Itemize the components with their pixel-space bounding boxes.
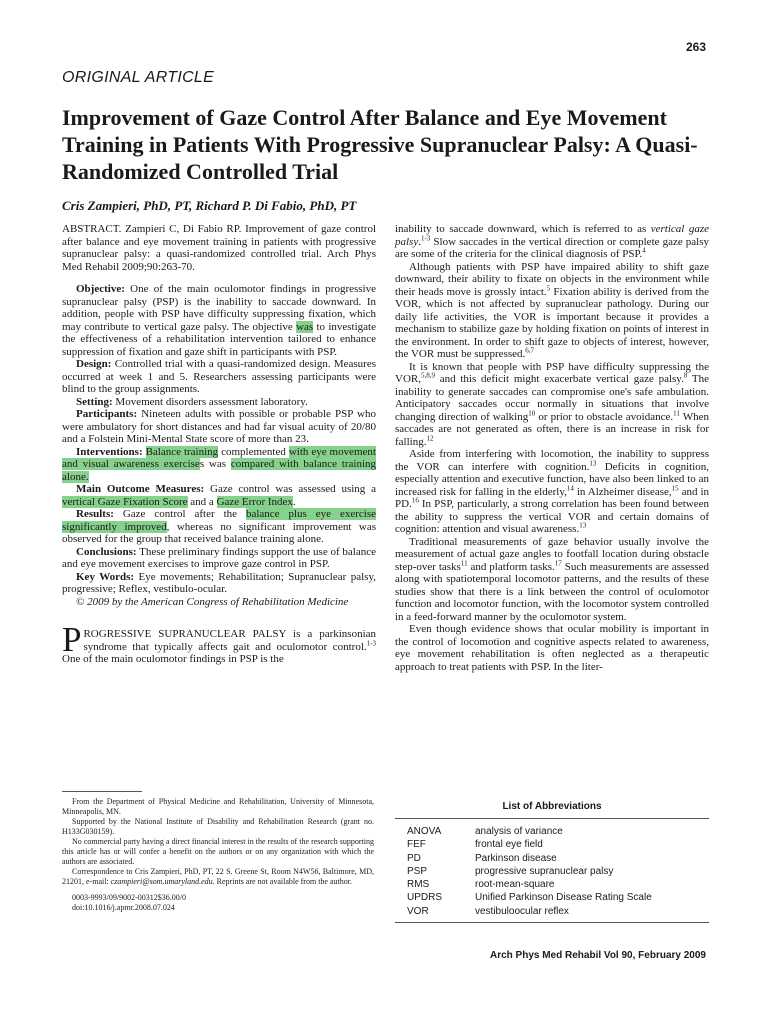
email-link[interactable]: czampieri@som.umaryland.edu — [110, 877, 213, 886]
body-text: and in PD. — [395, 485, 710, 510]
citation-ref: 15 — [671, 483, 679, 492]
abbreviation-term: PD — [407, 852, 421, 864]
abstract-objective — [62, 283, 376, 358]
abbreviation-definition: vestibuloocular reflex — [475, 905, 569, 917]
abbreviation-term: RMS — [407, 879, 430, 891]
intro-text: One of the main oculomotor findings in PSP is the — [62, 653, 284, 665]
body-paragraph — [395, 448, 709, 536]
design-label: Design: — [76, 358, 112, 370]
body-text: When saccades are not generated as often, there is an increase in risk for falling. — [395, 410, 709, 448]
objective-text: to investigate the effectiveness of a rehabilitation intervention tailored to enhance suppression of fixation and gaze shift in participants with PSP. — [62, 320, 376, 358]
conclusions-text: These preliminary findings support the use of balance and eye movement exercises to improve gaze control in PSP. — [62, 545, 376, 570]
abbreviation-definition: progressive supranuclear palsy — [475, 865, 614, 877]
citation-ref: 14 — [566, 483, 574, 492]
body-paragraph — [395, 536, 709, 624]
interventions-text: complemented — [221, 445, 286, 458]
citation-ref: 4 — [642, 246, 646, 255]
keywords-label: Key Words: — [76, 570, 135, 583]
drop-cap: P — [62, 620, 82, 659]
intro-paragraph — [62, 620, 377, 666]
measures-text: and a — [190, 495, 214, 508]
footnote-affiliation: From the Department of Physical Medicine and Rehabilitation, University of Minnesota, Minneapolis, MN. — [62, 797, 374, 816]
footnote-correspondence — [62, 867, 374, 887]
journal-footer: Arch Phys Med Rehabil Vol 90, February 2009 — [489, 950, 706, 961]
abstract-results — [62, 508, 376, 546]
body-column — [395, 223, 709, 673]
design-text: Controlled trial with a quasi-randomized design. Measures occurred at week 1 and 5. Researchers assessing participants were blind to the group assignments. — [62, 358, 376, 395]
setting-text: Movement disorders assessment laboratory. — [115, 395, 308, 408]
abstract-column — [62, 223, 376, 666]
footnote-rule — [62, 791, 142, 792]
abbreviation-row — [395, 905, 709, 918]
issn: 0003-9993/09/9002-00312$36.00/0 — [72, 893, 186, 902]
conclusions-label: Conclusions: — [76, 545, 137, 558]
body-paragraph — [395, 361, 709, 449]
setting-label: Setting: — [76, 395, 113, 408]
body-text: Aside from interfering with locomotion, the inability to suppress the VOR can interfere with cognition. — [395, 448, 709, 473]
abstract-participants — [62, 408, 376, 446]
abbreviation-definition: frontal eye field — [475, 839, 543, 851]
citation-ref: 5 — [546, 283, 551, 292]
abstract-copyright — [62, 596, 376, 609]
abbreviation-term: FEF — [407, 839, 426, 851]
citation-ref: 5,8,9 — [420, 371, 435, 380]
highlight: vertical Gaze Fixation Score — [62, 495, 188, 508]
abbreviation-row — [395, 825, 709, 838]
abbreviation-term: PSP — [407, 865, 428, 877]
abbreviations-table — [395, 825, 709, 918]
highlight: compared with balance training alone. — [62, 458, 376, 483]
abstract-citation — [62, 223, 376, 273]
citation-ref: 11 — [460, 558, 468, 567]
abstract-measures — [62, 483, 376, 508]
abstract-citation-text: ABSTRACT. Zampieri C, Di Fabio RP. Improvement of gaze control after balance and eye movement training in patients with progressive supranuclear palsy: a quasi-randomized controlled trial. Arch Phys Med Rehabil 2009;90:263-70. — [62, 223, 376, 273]
body-text: in Alzheimer disease, — [576, 485, 672, 498]
footnote-conflict: No commercial party having a direct financial interest in the results of the research supporting this article has or will confer a benefit on the authors or on any organization with which the authors are associated. — [62, 837, 374, 866]
abbreviations-box — [395, 801, 709, 923]
abbreviations-body — [395, 825, 709, 918]
citation-ref: 16 — [411, 496, 419, 505]
body-text: It is known that people with PSP have difficulty suppressing the VOR, — [395, 360, 709, 385]
abbreviation-term: ANOVA — [407, 826, 442, 837]
results-text: , whereas no significant improvement was observed for the group that received balance training alone. — [62, 520, 376, 545]
abbreviation-definition: analysis of variance — [475, 826, 563, 837]
participants-text: Nineteen adults with possible or probable PSP who were ambulatory for short distances and had far visual acuity of 20/80 and a Folstein Mini-Mental State score of more than 23. — [62, 408, 376, 445]
highlight: with eye movement and visual awareness exercise — [62, 445, 376, 470]
correspondence-text: . Reprints are not available from the author. — [212, 877, 352, 886]
highlight: was — [296, 320, 314, 333]
abbreviations-bottom-rule — [395, 922, 709, 923]
abbreviation-row — [395, 838, 709, 851]
results-label: Results: — [76, 508, 114, 520]
page-number: 263 — [685, 40, 706, 54]
participants-label: Participants: — [76, 408, 138, 420]
abstract-setting — [62, 396, 376, 409]
authors: Cris Zampieri, PhD, PT, Richard P. Di Fabio, PhD, PT — [62, 198, 357, 213]
abbreviation-term: UPDRS — [407, 892, 443, 904]
abbreviation-definition: Unified Parkinson Disease Rating Scale — [475, 892, 652, 904]
body-text: inability to saccade downward, which is referred to as — [395, 223, 647, 235]
footnotes — [62, 797, 374, 913]
objective-text: One of the main oculomotor findings in progressive supranuclear palsy (PSP) is the inability to saccade downward. In addition, people with PSP have difficulty suppressing fixation, which may contribute to vertical gaze palsy. The objective — [62, 283, 376, 333]
copyright-text: © 2009 by the American Congress of Rehabilitation Medicine — [76, 595, 349, 608]
body-text: and this deficit might exacerbate vertical gaze palsy. — [439, 373, 684, 385]
keywords-text: Eye movements; Rehabilitation; Supranuclear palsy, progressive; Reflex, vestibulo-ocular. — [62, 570, 376, 595]
body-text: Traditional measurements of gaze behavior usually involve the measurement of actual gaze angles to footfall location during obstacle step-over tasks — [395, 535, 709, 573]
abbreviation-row — [395, 865, 709, 878]
interventions-label: Interventions: — [76, 445, 143, 458]
body-text: In PSP, particularly, a strong correlation has been found between the ability to suppress the vertical VOR and certain domains of cognition: attention and visual awareness. — [395, 498, 710, 535]
citation-ref: 11 — [673, 408, 680, 417]
citation-ref: 1-3 — [420, 233, 431, 242]
measures-text: . — [292, 495, 296, 508]
correspondence-text: Correspondence to Cris Zampieri, PhD, PT, 22 S. Greene St, Room N4W56, Baltimore, MD, 21201, e-mail: — [62, 867, 374, 886]
intro-caps-lead: ROGRESSIVE SUPRANUCLEAR PALSY — [83, 628, 287, 640]
citation-ref: 12 — [426, 433, 434, 442]
abbreviation-row — [395, 891, 709, 904]
citation-ref: 6,7 — [525, 346, 535, 355]
measures-label: Main Outcome Measures: — [76, 483, 205, 495]
body-text: Fixation ability is derived from the VOR, which is not affected by supranuclear pathology. During our daily life activities, the VOR is important because it provides a mechanism to stabilize gaze by holding fixation on points of interest in the environment. In order to shift gaze to objects of interest, however, the VOR must be suppressed. — [395, 285, 709, 360]
abbreviation-definition: Parkinson disease — [475, 852, 557, 864]
citation-ref: 17 — [554, 558, 562, 567]
abstract-interventions — [62, 446, 376, 484]
body-text: Slow saccades in the vertical direction or complete gaze palsy are some of the criteria for the clinical diagnosis of PSP. — [395, 235, 710, 260]
body-emphasis: vertical gaze palsy — [395, 223, 709, 248]
citation-ref: 10 — [528, 408, 536, 417]
abstract-conclusions — [62, 546, 376, 571]
highlight: Gaze Error Index — [216, 495, 293, 508]
doi: doi:10.1016/j.apmr.2008.07.024 — [72, 903, 175, 912]
article-title: Improvement of Gaze Control After Balance and Eye Movement Training in Patients With Progressive Supranuclear Palsy: A Quasi-Randomized Controlled Trial — [62, 105, 698, 184]
objective-label: Objective: — [76, 283, 125, 295]
citation-ref: 13 — [589, 458, 597, 467]
body-text: Such measurements are assessed along with spatiotemporal locomotor patterns, and the results of these studies show that there is a link between the control of oculomotor function and locomotor function, with the locomotor system controlled in a feed-forward manner by the oculomotor system. — [395, 560, 710, 623]
interventions-text: s was — [199, 458, 227, 470]
abbreviation-row — [395, 878, 709, 891]
body-text: Although patients with PSP have impaired ability to shift gaze downward, their ability to fixate on objects in the environment while their heads move is grossly intact. — [395, 260, 709, 298]
body-paragraph: inability to saccade downward, which is referred to as vertical gaze palsy.$^{1-3}$ Slow saccades in the vertical direction or complete gaze palsy are some of the criteria for the clinical diagnosis of PSP.$^4$ — [395, 223, 710, 260]
body-text: The inability to generate saccades can compromise one's safe ambulation. Anticipatory saccades occur normally in situations that involve changing direction of walking — [395, 373, 710, 423]
citation-ref: 1-3 — [366, 638, 376, 647]
abbreviation-definition: root-mean-square — [475, 879, 555, 891]
body-paragraph — [395, 261, 709, 361]
body-text: and platform tasks. — [470, 560, 555, 573]
section-label: ORIGINAL ARTICLE — [62, 69, 215, 86]
intro-text: is a parkinsonian syndrome that typically affects gait and oculomotor control. — [83, 628, 377, 653]
measures-text: Gaze control was assessed using a — [210, 483, 376, 495]
citation-ref: 13 — [579, 521, 587, 530]
highlight: Balance training — [145, 445, 219, 458]
body-paragraph — [395, 623, 709, 673]
citation-ref: 8 — [683, 371, 688, 380]
abstract-keywords — [62, 571, 376, 596]
body-text: Deficits in cognition, especially attention and executive function, have also been linked to an increased risk for falling in the elderly, — [395, 460, 709, 498]
footnote-support: Supported by the National Institute of Disability and Rehabilitation Research (grant no. H133G030159). — [62, 817, 374, 836]
body-text: Even though evidence shows that ocular mobility is important in the control of locomotion and cognitive aspects related to awareness, eye movement rehabilitation is often neglected as a therapeutic approach to treat patients with PSP. In the liter- — [395, 623, 709, 673]
body-text: or prior to obstacle avoidance. — [538, 410, 674, 423]
abstract-design — [62, 358, 376, 396]
highlight: balance plus eye exercise significantly improved — [62, 508, 377, 533]
abbreviations-title: List of Abbreviations — [395, 801, 709, 819]
results-text: Gaze control after the — [122, 508, 238, 520]
abbreviation-row — [395, 852, 709, 865]
abbreviation-term: VOR — [407, 905, 429, 917]
